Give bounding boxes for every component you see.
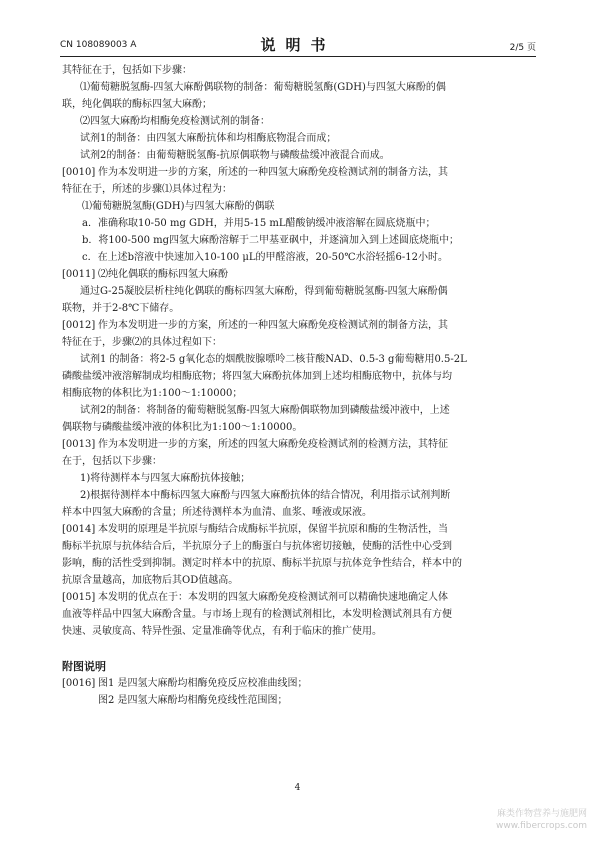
text-line <box>62 555 538 572</box>
doc-title: 说明书 <box>260 36 336 54</box>
line-text: 其特征在于，包括如下步骤： <box>62 65 192 76</box>
text-line <box>62 266 538 283</box>
text-line <box>62 317 538 334</box>
text-line <box>62 147 538 164</box>
page-number: 4 <box>294 783 301 793</box>
paragraph-lines <box>62 62 538 640</box>
text-line <box>62 96 538 113</box>
line-text: 试剂2的制备：由葡萄糖脱氢酶-抗原偶联物与磷酸盐缓冲液混合而成。 <box>80 150 390 161</box>
text-line <box>62 470 538 487</box>
text-line <box>62 198 538 215</box>
line-text: 联，纯化偶联的酶标四氢大麻酚； <box>62 99 212 110</box>
text-line <box>62 130 538 147</box>
text-line <box>62 692 538 709</box>
line-text: 酶标半抗原与抗体结合后，半抗原分子上的酶蛋白与抗体密切接触，使酶的活性中心受到 <box>62 541 452 552</box>
line-text: 抗原含量越高，加底物后其OD值越高。 <box>62 575 239 586</box>
text-line <box>62 334 538 351</box>
line-text: 本发明的原理是半抗原与酶结合成酶标半抗原，保留半抗原和酶的生物活性，当 <box>98 524 448 535</box>
doc-id: CN 108089003 A <box>60 40 137 50</box>
text-line <box>62 351 538 368</box>
text-line <box>62 521 538 538</box>
paragraph-number: [0010] <box>62 167 96 178</box>
text-line <box>62 181 538 198</box>
text-line <box>62 675 538 692</box>
paragraph-number: [0014] <box>62 524 96 535</box>
text-line <box>62 606 538 623</box>
line-text: a．准确称取10-50 mg GDH，并用5-15 mL醋酸钠缓冲液溶解在圆底烧瓶中； <box>82 218 436 229</box>
text-line <box>62 215 538 232</box>
line-text: 图2 是四氢大麻酚均相酶免疫线性范围图； <box>98 695 288 706</box>
line-text: 通过G-25凝胶层析柱纯化偶联的酶标四氢大麻酚，得到葡萄糖脱氢酶-四氢大麻酚偶 <box>80 286 448 297</box>
line-text: 图1 是四氢大麻酚均相酶免疫反应校准曲线图； <box>98 678 308 689</box>
line-text: 本发明的优点在于：本发明的四氢大麻酚免疫检测试剂可以精确快速地确定人体 <box>98 592 448 603</box>
line-text: 在于，包括以下步骤： <box>62 456 162 467</box>
text-line <box>62 504 538 521</box>
text-line <box>62 589 538 606</box>
line-text: b．将100-500 mg四氢大麻酚溶解于二甲基亚砜中，并逐滴加入到上述圆底烧瓶中； <box>82 235 460 246</box>
header-rule <box>60 56 536 57</box>
watermark <box>496 808 587 832</box>
text-line <box>62 113 538 130</box>
line-text: 相酶底物的体积比为1:100～1:10000； <box>62 388 243 399</box>
text-line <box>62 623 538 640</box>
section-title: 附图说明 <box>62 660 106 673</box>
page-header <box>60 30 536 58</box>
line-text: 作为本发明进一步的方案，所述的四氢大麻酚免疫检测试剂的检测方法，其特征 <box>98 439 448 450</box>
text-line <box>62 62 538 79</box>
line-text: 快速、灵敏度高、特异性强、定量准确等优点，有利于临床的推广使用。 <box>62 626 382 637</box>
line-text: 1)将待测样本与四氢大麻酚抗体接触； <box>80 473 251 484</box>
watermark-line2: www.fibercrops.com <box>496 821 587 831</box>
text-line <box>62 419 538 436</box>
line-text: 磷酸盐缓冲液溶解制成均相酶底物；将四氢大麻酚抗体加到上述均相酶底物中，抗体与均 <box>62 371 452 382</box>
line-text: c．在上述b溶液中快速加入10-100 μL的甲醛溶液，20-50℃水浴轻摇6-12小时。 <box>82 252 448 263</box>
text-line <box>62 249 538 266</box>
line-text: 试剂2的制备：将制备的葡萄糖脱氢酶-四氢大麻酚偶联物加到磷酸盐缓冲液中，上述 <box>80 405 450 416</box>
line-text: ⑴葡萄糖脱氢酶(GDH)与四氢大麻酚的偶联 <box>82 201 275 212</box>
text-line <box>62 300 538 317</box>
text-line <box>62 232 538 249</box>
line-text: 影响，酶的活性受到抑制。测定时样本中的抗原、酶标半抗原与抗体竞争性结合，样本中的 <box>62 558 462 569</box>
document-body <box>62 62 538 709</box>
text-line <box>62 487 538 504</box>
line-text: ⑵四氢大麻酚均相酶免疫检测试剂的制备： <box>80 116 270 127</box>
watermark-line1: 麻类作物营养与施肥网 <box>496 809 587 819</box>
text-line <box>62 402 538 419</box>
text-line <box>62 453 538 470</box>
line-text: ⑴葡萄糖脱氢酶-四氢大麻酚偶联物的制备：葡萄糖脱氢酶(GDH)与四氢大麻酚的偶 <box>80 82 446 93</box>
line-text: 作为本发明进一步的方案，所述的一种四氢大麻酚免疫检测试剂的制备方法，其 <box>98 320 448 331</box>
text-line <box>62 283 538 300</box>
line-text: 偶联物与磷酸盐缓冲液的体积比为1:100～1:10000。 <box>62 422 303 433</box>
figure-lines <box>62 675 538 709</box>
line-text: ⑵纯化偶联的酶标四氢大麻酚 <box>98 269 228 280</box>
line-text: 试剂1 的制备：将2-5 g氧化态的烟酰胺腺嘌呤二核苷酸NAD、0.5-3 g葡萄糖用0.5-2L <box>80 354 467 365</box>
paragraph-number: [0011] <box>62 269 96 280</box>
line-text: 样本中四氢大麻酚的含量；所述待测样本为血清、血浆、唾液或尿液。 <box>62 507 372 518</box>
text-line <box>62 385 538 402</box>
text-line <box>62 436 538 453</box>
text-line <box>62 79 538 96</box>
line-text: 联物，并于2-8℃下储存。 <box>62 303 180 314</box>
line-text: 血液等样品中四氢大麻酚含量。与市场上现有的检测试剂相比，本发明检测试剂具有方便 <box>62 609 452 620</box>
page-indicator: 2/5 页 <box>509 43 536 53</box>
line-text: 特征在于，步骤⑵的具体过程如下： <box>62 337 222 348</box>
line-text: 特征在于，所述的步骤⑴具体过程为： <box>62 184 232 195</box>
paragraph-number: [0016] <box>62 678 96 689</box>
paragraph-number: [0013] <box>62 439 96 450</box>
text-line <box>62 164 538 181</box>
text-line <box>62 538 538 555</box>
text-line <box>62 368 538 385</box>
line-text: 作为本发明进一步的方案，所述的一种四氢大麻酚免疫检测试剂的制备方法，其 <box>98 167 448 178</box>
text-line <box>62 572 538 589</box>
paragraph-number: [0012] <box>62 320 96 331</box>
line-text: 2)根据待测样本中酶标四氢大麻酚与四氢大麻酚抗体的结合情况，利用指示试剂判断 <box>80 490 451 501</box>
line-text: 试剂1的制备：由四氢大麻酚抗体和均相酶底物混合而成； <box>80 133 337 144</box>
paragraph-number: [0015] <box>62 592 96 603</box>
